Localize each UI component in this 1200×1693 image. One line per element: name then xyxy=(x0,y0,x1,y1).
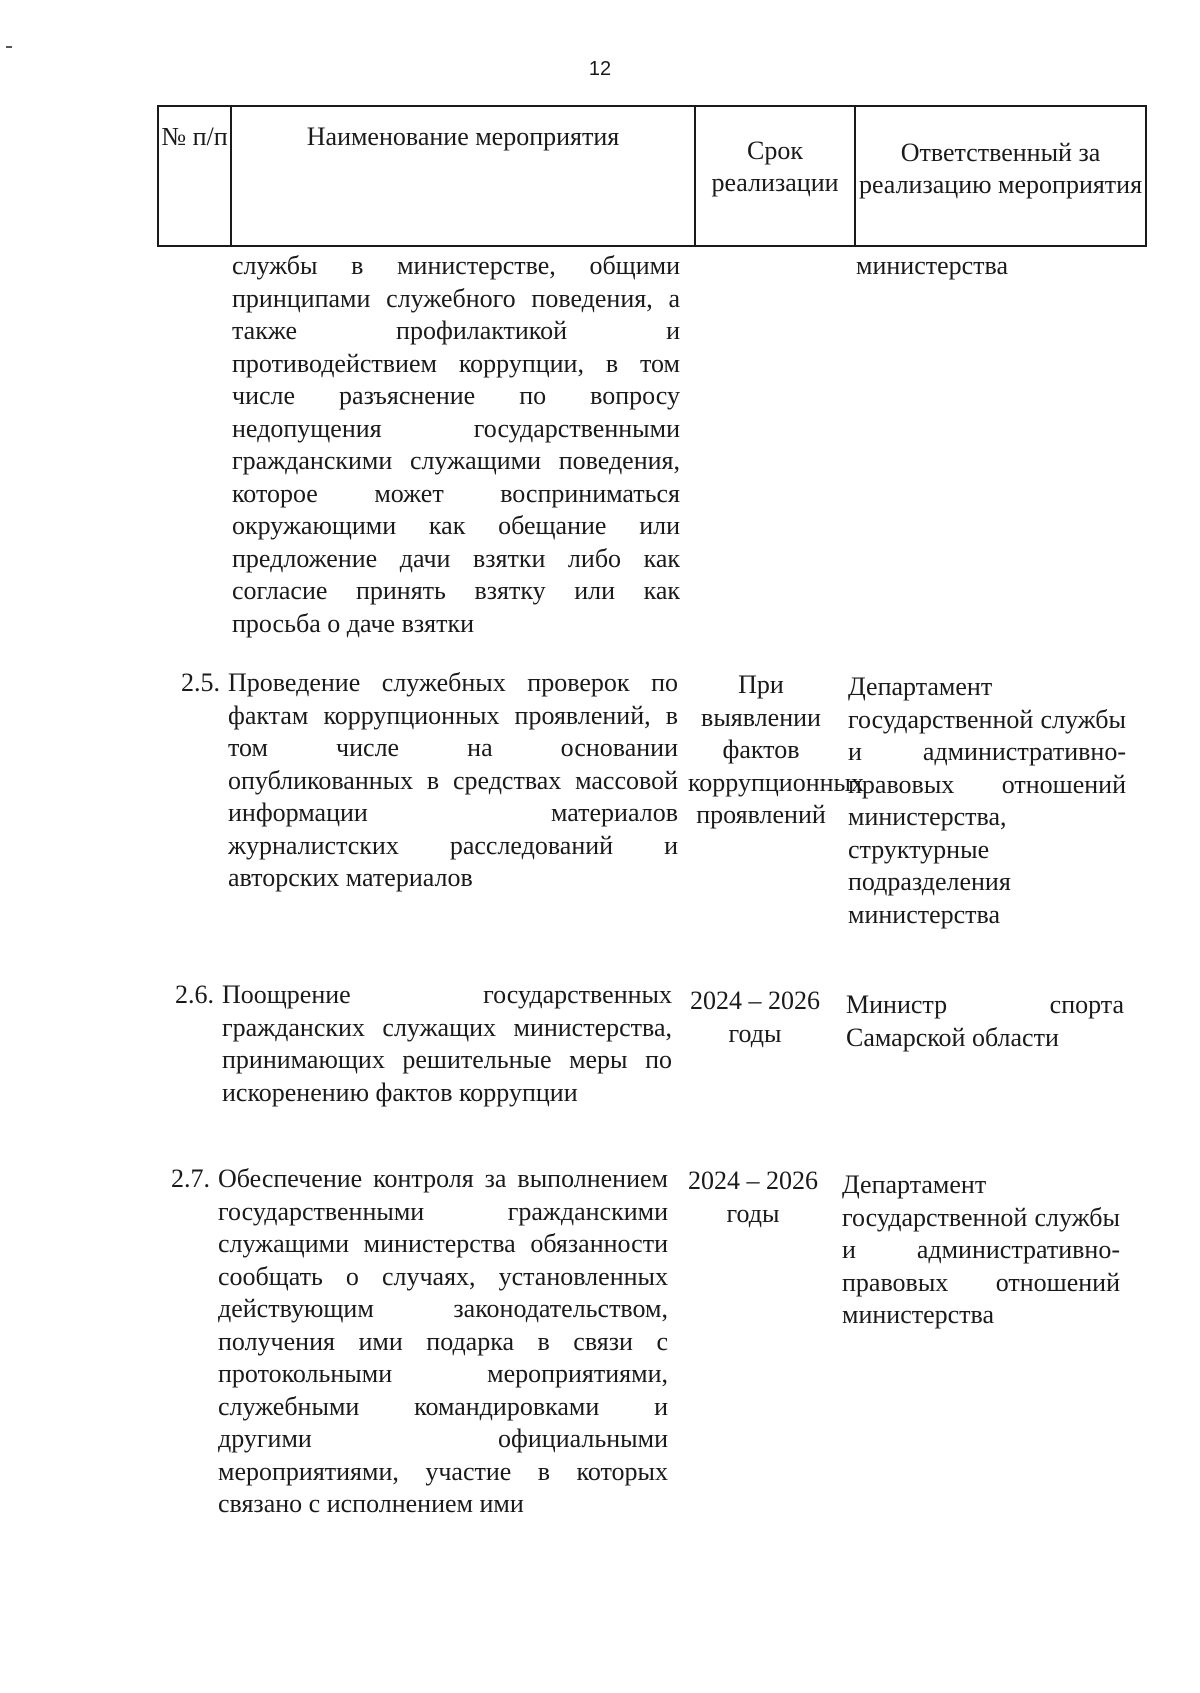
table-header xyxy=(157,105,1147,247)
row-responsible: министерства xyxy=(856,251,1009,280)
page-number: 12 xyxy=(588,58,612,80)
row-responsible: Департамент государственной службы и административно-правовых отношений министерства, структурные подразделения министерства xyxy=(848,672,1126,929)
row-term: 2024 – 2026 годы xyxy=(690,986,820,1048)
header-num: № п/п xyxy=(159,107,232,245)
scan-mark xyxy=(6,46,12,48)
row-num: 2.7. xyxy=(171,1164,210,1193)
row-name: Проведение служебных проверок по фактам коррупционных проявлений, в том числе на основании опубликованных в средствах массовой информации материалов журналистских расследований и авторских материалов xyxy=(228,668,678,892)
row-term: 2024 – 2026 годы xyxy=(688,1166,818,1228)
header-name: Наименование мероприятия xyxy=(232,107,696,245)
row-name: Поощрение государственных гражданских служащих министерства, принимающих решительные меры по искоренению фактов коррупции xyxy=(222,980,672,1107)
row-name: Обеспечение контроля за выполнением государственными гражданскими служащими министерства обязанности сообщать о случаях, установленных действующим законодательством, получения ими подарка в связи с протокольными мероприятиями, служебными командировками и другими официальными мероприятиями, участие в которых связано с исполнением ими xyxy=(218,1164,668,1518)
row-term: При выявлении фактов коррупционных проявлений xyxy=(688,670,865,829)
row-responsible: Департамент государственной службы и административно-правовых отношений министерства xyxy=(842,1170,1120,1329)
row-name: службы в министерстве, общими принципами служебного поведения, а также профилактикой и противодействием коррупции, в том числе разъяснение по вопросу недопущения государственными гражданскими служащими поведения, которое может восприниматься окружающими как обещание или предложение дачи взятки либо как согласие принять взятку или как просьба о даче взятки xyxy=(232,251,680,638)
header-responsible: Ответственный за реализацию мероприятия xyxy=(858,138,1143,199)
row-responsible: Министр спорта Самарской области xyxy=(846,990,1124,1052)
row-num: 2.6. xyxy=(175,980,214,1009)
row-num: 2.5. xyxy=(181,668,220,697)
header-term: Срок реализации xyxy=(696,107,856,245)
